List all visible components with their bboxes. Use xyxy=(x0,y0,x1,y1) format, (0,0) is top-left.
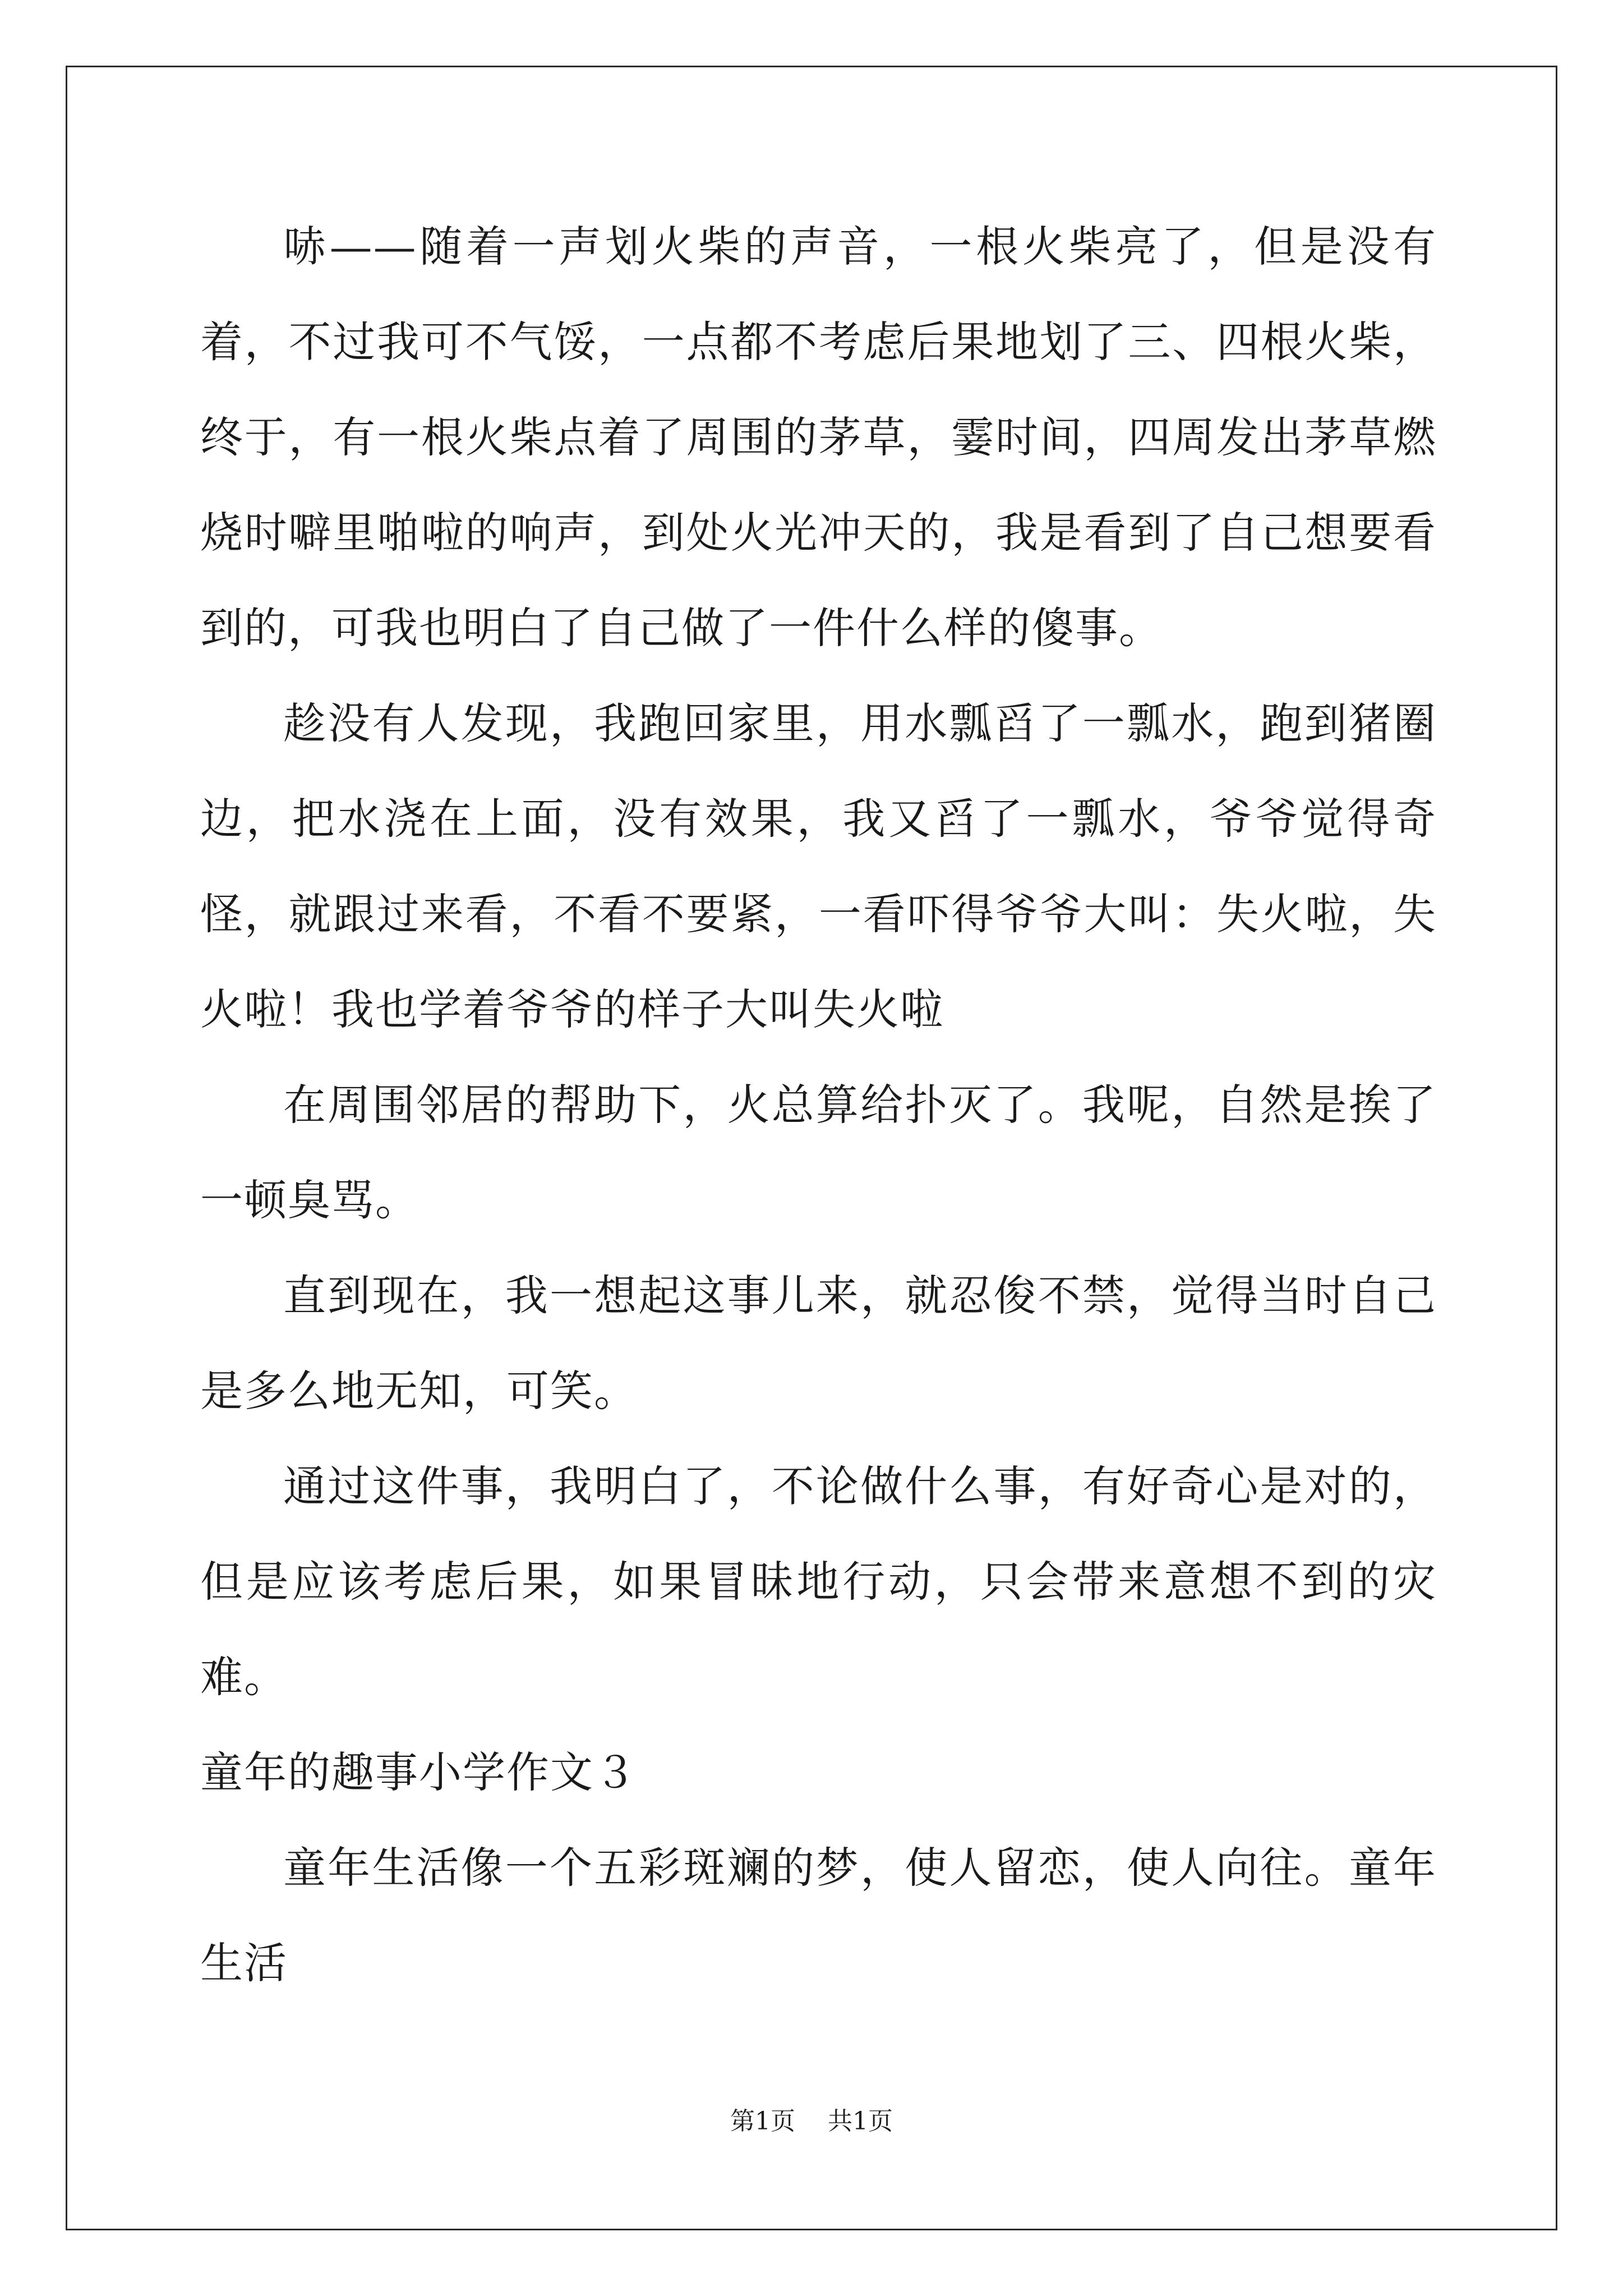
paragraph-3: 在周围邻居的帮助下，火总算给扑灭了。我呢，自然是挨了一顿臭骂。 xyxy=(200,1080,1437,1225)
paragraph-2: 趁没有人发现，我跑回家里，用水瓢舀了一瓢水，跑到猪圈边，把水浇在上面，没有效果，我又舀了一瓢水，爷爷觉得奇怪，就跟过来看，不看不要紧，一看吓得爷爷大叫：失火啦，失火啦！我也学着爷爷的样子大叫失火啦 xyxy=(200,698,1437,1034)
document-body xyxy=(200,199,1437,2011)
section-heading: 童年的趣事小学作文３ xyxy=(200,1747,638,1797)
page-number: 第1页 xyxy=(730,2107,795,2136)
paragraph-5: 通过这件事，我明白了，不论做什么事，有好奇心是对的，但是应该考虑后果，如果冒昧地行动，只会带来意想不到的灾难。 xyxy=(200,1461,1437,1702)
paragraph-4: 直到现在，我一想起这事儿来，就忍俊不禁，觉得当时自己是多么地无知，可笑。 xyxy=(200,1271,1437,1416)
paragraph-6: 童年生活像一个五彩斑斓的梦，使人留恋，使人向往。童年生活 xyxy=(200,1843,1437,1988)
page-footer xyxy=(0,2105,1623,2138)
paragraph-1: 哧——随着一声划火柴的声音，一根火柴亮了，但是没有着，不过我可不气馁，一点都不考虑后果地划了三、四根火柴，终于，有一根火柴点着了周围的茅草，霎时间，四周发出茅草燃烧时噼里啪啦的响声，到处火光冲天的，我是看到了自己想要看到的，可我也明白了自己做了一件什么样的傻事。 xyxy=(200,222,1437,653)
page-total: 共1页 xyxy=(828,2107,893,2136)
